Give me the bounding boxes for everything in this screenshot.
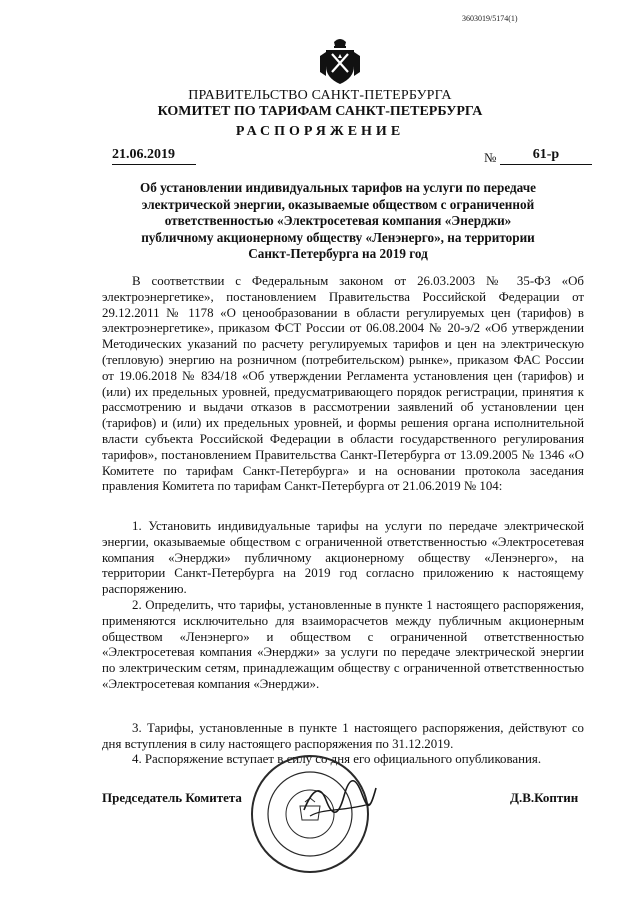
government-title: ПРАВИТЕЛЬСТВО САНКТ-ПЕТЕРБУРГА [188, 88, 452, 103]
signatory-position: Председатель Комитета [102, 790, 242, 805]
paragraph-2: 2. Определить, что тарифы, установленные в пункте 1 настоящего распоряжения, применяются исключительно для взаиморасчетов между публичным акционерным обществом «Ленэнерго» и обществом с ограниченной ответственностью «Электросетевая компания «Энерджи» за услуги по передаче электрической энергии по электрическим сетям, принадлежащим обществу с ограниченной ответственностью «Электросетевая компания «Энерджи». [102, 598, 584, 691]
order-number: 61-р [500, 147, 592, 165]
paragraph-intro: В соответствии с Федеральным законом от 26.03.2003 № 35-ФЗ «Об электроэнергетике», постановлением Правительства Российской Федерации от 29.12.2011 № 1178 «О ценообразовании в области регулируемых цен (тарифов) в электроэнергетике», приказом ФСТ России от 06.08.2004 № 20-э/2 «Об утверждении Методических указаний по расчету регулируемых тарифов и цен на электрическую (тепловую) энергию на розничном (потребительском) рынке», приказом ФАС России от 19.06.2018 № 834/18 «Об утверждении Регламента установления цен (тарифов) и (или) их предельных уровней, предусматривающего порядок регистрации, принятия к рассмотрению и выдачи отказов в рассмотрении заявлений об установлении цен (тарифов) и (или) их предельных уровней, и формы решения органа исполнительной власти субъекта Российской Федерации в области государственного регулирования тарифов», постановлением Правительства Санкт-Петербурга от 13.09.2005 № 1346 «О Комитете по тарифам Санкт-Петербурга» и на основании протокола заседания правления Комитета по тарифам Санкт-Петербурга от 21.06.2019 № 104: [102, 274, 584, 494]
signatory-name: Д.В.Коптин [510, 790, 579, 805]
committee-title: КОМИТЕТ ПО ТАРИФАМ САНКТ-ПЕТЕРБУРГА [157, 104, 483, 119]
order-subject: Об установлении индивидуальных тарифов на услуги по передаче электрической энергии, оказываемые обществом с ограниченной ответственностью «Электросетевая компания «Энерджи» публичному акционерному обществу «Ленэнерго», на территории Санкт-Петербурга на 2019 год [139, 180, 537, 261]
order-date: 21.06.2019 [112, 147, 196, 165]
paragraph-1: 1. Установить индивидуальные тарифы на услуги по передаче электрической энергии, оказываемые обществом с ограниченной ответственностью «Электросетевая компания «Энерджи» публичному акционерному обществу «Ленэнерго», на территории Санкт-Петербурга на 2019 год согласно приложению к настоящему распоряжению. [102, 519, 584, 597]
order-number-label: № [484, 150, 497, 165]
paragraph-4: 4. Распоряжение вступает в силу со дня его официального опубликования. [132, 752, 542, 766]
document-code: 3603019/5174(1) [462, 14, 518, 23]
paragraph-3: 3. Тарифы, установленные в пункте 1 настоящего распоряжения, действуют со дня вступления в силу настоящего распоряжения по 31.12.2019. [102, 721, 584, 751]
coat-of-arms-icon [318, 36, 362, 86]
order-title: РАСПОРЯЖЕНИЕ [235, 124, 405, 139]
handwritten-signature [300, 770, 380, 830]
